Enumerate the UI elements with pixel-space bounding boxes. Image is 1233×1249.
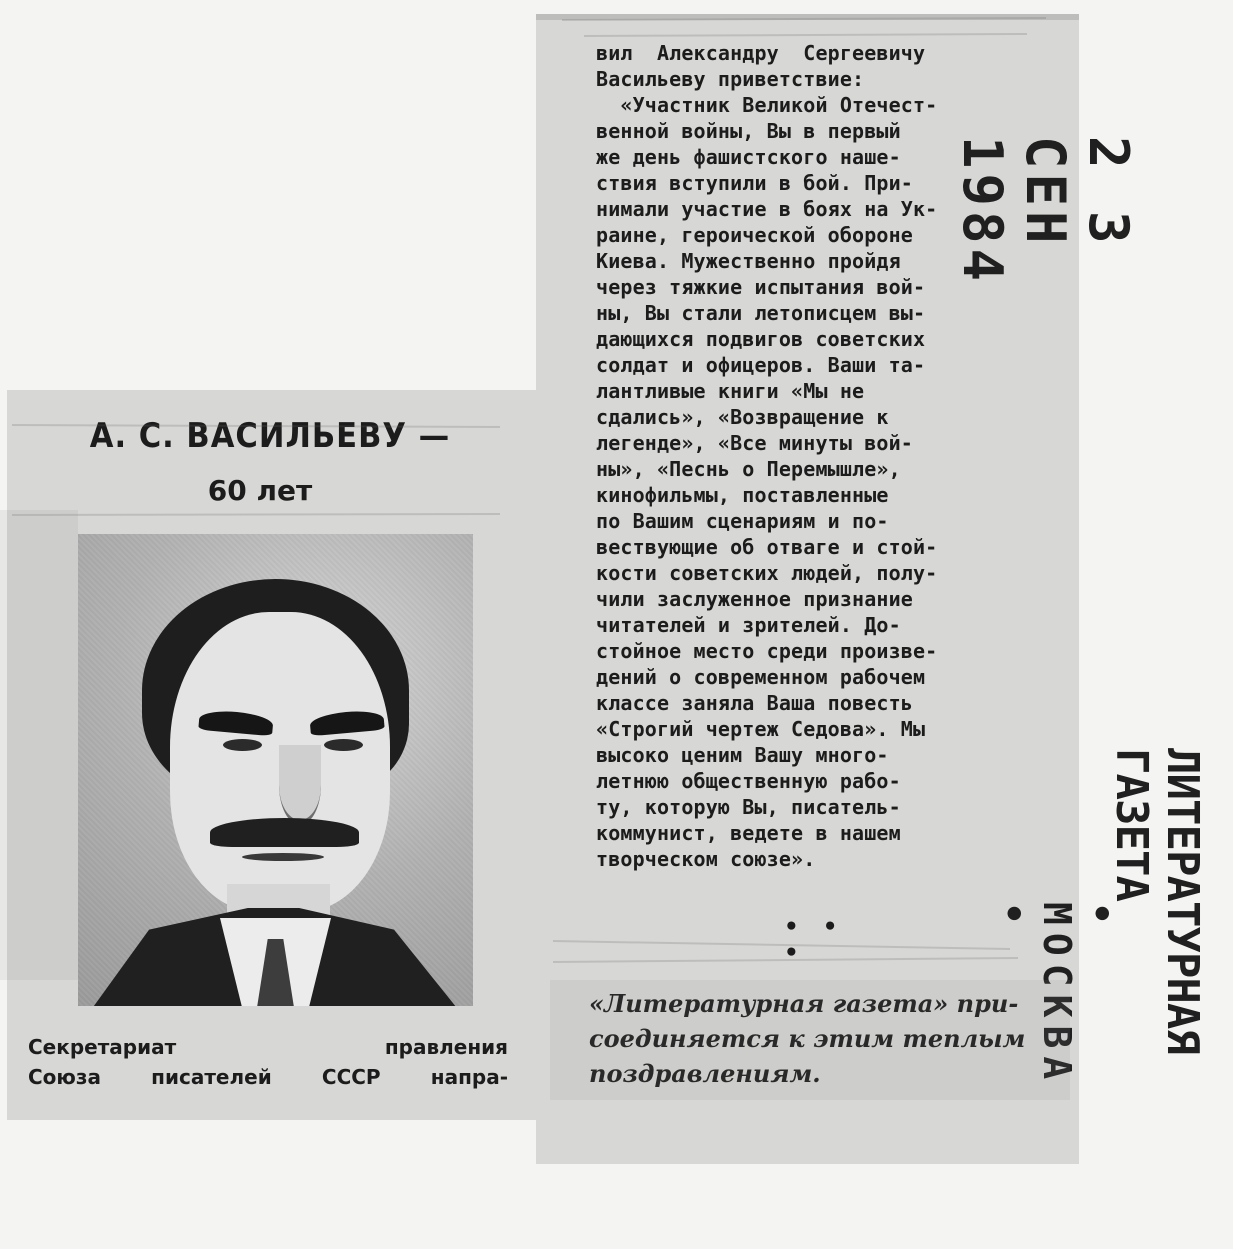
body-line: сдались», «Возвращение к	[596, 405, 889, 429]
body-line: чили заслуженное признание	[596, 587, 913, 611]
body-line: Васильеву приветствие:	[596, 67, 865, 91]
body-line: классе заняла Ваша повесть	[596, 691, 913, 715]
section-separator: • • •	[784, 914, 846, 966]
body-line: коммунист, ведете в нашем	[596, 821, 901, 845]
body-line: ствия вступили в бой. При-	[596, 171, 913, 195]
body-line: легенде», «Все минуты вой-	[596, 431, 913, 455]
caption-line: Союза писателей СССР напра-	[28, 1065, 508, 1089]
body-line: творческом союзе».	[596, 847, 816, 871]
body-line: кости советских людей, полу-	[596, 561, 938, 585]
body-line: через тяжкие испытания вой-	[596, 275, 926, 299]
body-line: дающихся подвигов советских	[596, 327, 926, 351]
body-line: дений о современном рабочем	[596, 665, 926, 689]
body-line: кинофильмы, поставленные	[596, 483, 889, 507]
body-line: вествующие об отваге и стой-	[596, 535, 938, 559]
body-line: по Вашим сценариям и по-	[596, 509, 889, 533]
body-line: стойное место среди произве-	[596, 639, 938, 663]
closing-line: поздравлениям.	[589, 1059, 821, 1088]
body-line: лантливые книги «Мы не	[596, 379, 865, 403]
article-subtitle: 60 лет	[207, 474, 313, 507]
portrait-photo	[78, 534, 473, 1006]
city-stamp: • МОСКВА •	[991, 902, 1123, 1088]
body-line: ту, которую Вы, писатель-	[596, 795, 901, 819]
portrait-mustache	[210, 818, 359, 847]
newspaper-name-stamp: ЛИТЕРАТУРНАЯ ГАЗЕТА	[1106, 748, 1208, 1054]
body-line: солдат и офицеров. Ваши та-	[596, 353, 926, 377]
portrait-mouth	[242, 853, 324, 861]
body-line: «Строгий чертеж Седова». Мы	[596, 717, 926, 741]
body-line: же день фашистского наше-	[596, 145, 901, 169]
portrait-nose	[279, 745, 321, 825]
body-line: Киева. Мужественно пройдя	[596, 249, 901, 273]
closing-line: «Литературная газета» при-	[589, 989, 1019, 1018]
closing-line: соединяется к этим теплым	[589, 1024, 1026, 1053]
body-line: ны», «Песнь о Перемышле»,	[596, 457, 901, 481]
article-title: А. С. ВАСИЛЬЕВУ —	[89, 416, 451, 456]
portrait-right-eye	[324, 739, 363, 751]
body-line: читателей и зрителей. До-	[596, 613, 901, 637]
body-line: раине, героической обороне	[596, 223, 913, 247]
photo-caption	[28, 1032, 508, 1092]
body-line: летнюю общественную рабо-	[596, 769, 901, 793]
body-line: «Участник Великой Отечест-	[596, 93, 938, 117]
body-line: нимали участие в боях на Ук-	[596, 197, 938, 221]
body-line: ны, Вы стали летописцем вы-	[596, 301, 926, 325]
body-line: вил Александру Сергеевичу	[596, 41, 926, 65]
portrait-left-eye	[223, 739, 262, 751]
caption-line: Секретариат правления	[28, 1035, 508, 1059]
body-line: венной войны, Вы в первый	[596, 119, 901, 143]
body-line: высоко ценим Вашу много-	[596, 743, 889, 767]
date-stamp: 2 3 СЕН 1984	[951, 136, 1140, 287]
